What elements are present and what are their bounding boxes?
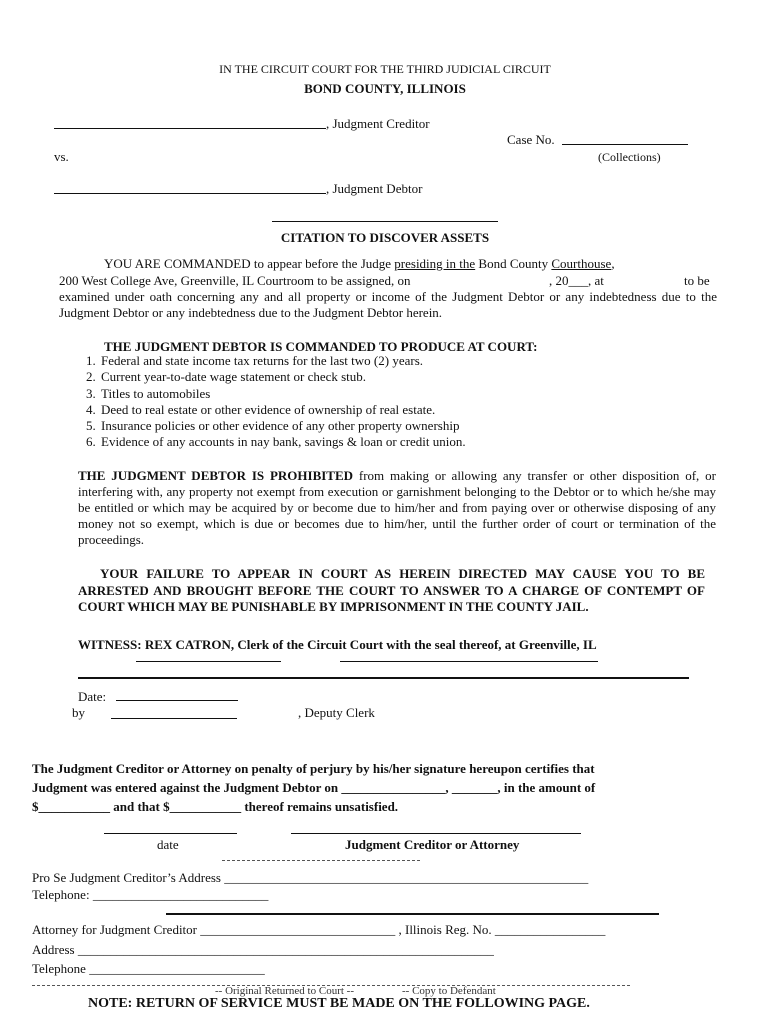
- certification-line-2: Judgment was entered against the Judgment Debtor on ________________, _______, in the amount of: [32, 780, 596, 795]
- attorney-name: Attorney for Judgment Creditor ______________________________ , Illinois Reg. No. _________________: [32, 922, 606, 937]
- creditor-label: , Judgment Creditor: [326, 116, 430, 131]
- deputy-clerk-label: , Deputy Clerk: [298, 705, 375, 720]
- produce-item: 1. Federal and state income tax returns for the last two (2) years.: [99, 353, 659, 369]
- command-tobe: to be: [684, 273, 710, 288]
- return-of-service-note: NOTE: RETURN OF SERVICE MUST BE MADE ON THE FOLLOWING PAGE.: [88, 996, 590, 1011]
- produce-item: 3. Titles to automobiles: [99, 386, 659, 402]
- attorney-telephone: Telephone ___________________________: [32, 961, 265, 976]
- document-title: CITATION TO DISCOVER ASSETS: [280, 230, 490, 245]
- deputy-signature-line[interactable]: [111, 718, 237, 719]
- attorney-address: Address ________________________________________________________________: [32, 942, 494, 957]
- court-heading: IN THE CIRCUIT COURT FOR THE THIRD JUDICIAL CIRCUIT: [219, 62, 551, 76]
- produce-item: 5. Insurance policies or other evidence of any other property ownership: [99, 418, 659, 434]
- pro-se-address: Pro Se Judgment Creditor’s Address ________________________________________________________: [32, 870, 589, 885]
- certification-divider: [222, 860, 420, 861]
- prohibited-text: from making or allowing any transfer or other disposition of, or interfering with, any property not exempt from execution or garnishment belonging to the Debtor or to which he/she may be entitled or which may be acquired by or become due to him/her and from paying over or otherwise disposing of any money not so exempt, which is due or becomes due to him/her, until the further order of court or termination of the proceedings.: [78, 468, 716, 547]
- vs-label: vs.: [54, 149, 69, 164]
- copy-to-defendant-note: -- Copy to Defendant: [402, 985, 496, 997]
- signer-caption: Judgment Creditor or Attorney: [345, 837, 520, 852]
- title-rule: [272, 221, 498, 222]
- date-caption: date: [157, 837, 179, 852]
- original-returned-note: -- Original Returned to Court --: [215, 985, 354, 997]
- courthouse-text: Courthouse: [551, 256, 612, 271]
- certification-line-3: $___________ and that $___________ thereof remains unsatisfied.: [32, 799, 399, 814]
- prohibited-paragraph: [78, 468, 716, 548]
- debtor-label: , Judgment Debtor: [326, 181, 423, 196]
- pro-se-telephone: Telephone: ___________________________: [32, 887, 269, 902]
- produce-item: 4. Deed to real estate or other evidence of ownership of real estate.: [99, 402, 659, 418]
- certification-signature-line[interactable]: [291, 833, 581, 834]
- by-label: by: [72, 705, 85, 720]
- county-heading: BOND COUNTY, ILLINOIS: [304, 81, 466, 96]
- produce-list: [78, 353, 659, 451]
- command-year: , 20___, at: [549, 273, 604, 288]
- prohibited-lead: THE JUDGMENT DEBTOR IS PROHIBITED: [78, 468, 354, 483]
- certification-line-1: The Judgment Creditor or Attorney on penalty of perjury by his/her signature hereupon certifies that: [32, 761, 595, 776]
- seal-rule: [78, 677, 689, 679]
- command-text: YOU ARE COMMANDED to appear before the Judge: [104, 256, 395, 271]
- date-label: Date:: [78, 689, 107, 704]
- command-rest: examined under oath concerning any and all property or income of the Judgment Debtor or any indebtedness due to the Judgment Debtor or any indebtedness due to the Judgment Debtor herein.: [59, 289, 717, 320]
- presiding-text: presiding in the: [394, 256, 476, 271]
- clerk-date-line[interactable]: [116, 700, 238, 701]
- command-line-1: [104, 256, 615, 272]
- debtor-name-line[interactable]: [54, 193, 326, 194]
- case-no-line[interactable]: [562, 144, 688, 145]
- bond-text: Bond County: [475, 256, 552, 271]
- command-address: 200 West College Ave, Greenville, IL Courtroom to be assigned, on: [59, 273, 411, 288]
- comma-text: ,: [611, 256, 615, 271]
- witness-date-line[interactable]: [136, 661, 281, 662]
- produce-item: 2. Current year-to-date wage statement or check stub.: [99, 369, 659, 385]
- produce-heading: THE JUDGMENT DEBTOR IS COMMANDED TO PRODUCE AT COURT:: [104, 339, 538, 354]
- case-no-label: Case No.: [507, 132, 555, 147]
- produce-item: 6. Evidence of any accounts in nay bank, savings & loan or credit union.: [99, 434, 659, 450]
- creditor-name-line[interactable]: [54, 128, 326, 129]
- attorney-section-rule: [166, 913, 659, 915]
- certification-date-line[interactable]: [104, 833, 237, 834]
- collections-label: (Collections): [598, 150, 661, 164]
- witness-signature-line[interactable]: [340, 661, 598, 662]
- appearance-warning: YOUR FAILURE TO APPEAR IN COURT AS HEREIN DIRECTED MAY CAUSE YOU TO BE ARRESTED AND BROUGHT BEFORE THE COURT TO ANSWER TO A CHARGE OF CONTEMPT OF COURT WHICH MAY BE PUNISHABLE BY IMPRISONMENT IN THE COUNTY JAIL.: [78, 566, 705, 614]
- witness-line: WITNESS: REX CATRON, Clerk of the Circuit Court with the seal thereof, at Greenville, IL: [78, 637, 597, 652]
